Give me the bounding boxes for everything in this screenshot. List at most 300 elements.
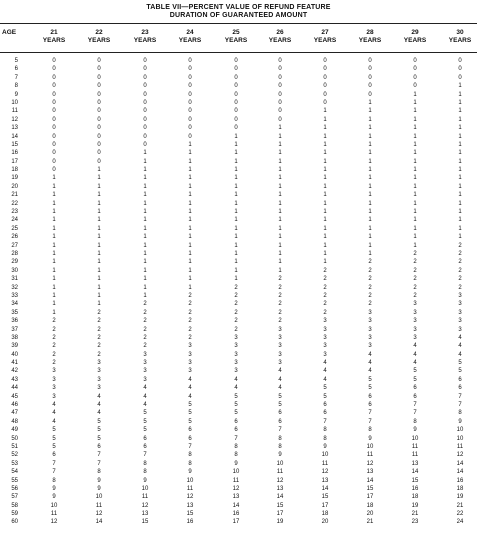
value-cell: 5 xyxy=(234,402,238,409)
value-cell: 2 xyxy=(97,334,101,341)
table-row xyxy=(0,502,477,510)
table-row xyxy=(0,99,477,107)
value-cell: 5 xyxy=(278,402,282,409)
value-cell: 3 xyxy=(52,376,56,383)
value-cell: 2 xyxy=(413,250,417,257)
value-cell: 1 xyxy=(323,192,327,199)
value-cell: 1 xyxy=(52,175,56,182)
value-cell: 2 xyxy=(52,351,56,358)
value-cell: 1 xyxy=(368,183,372,190)
value-cell: 2 xyxy=(413,267,417,274)
value-cell: 2 xyxy=(458,250,462,257)
value-cell: 1 xyxy=(323,209,327,216)
value-cell: 4 xyxy=(323,360,327,367)
value-cell: 12 xyxy=(321,469,329,476)
value-cell: 1 xyxy=(234,192,238,199)
value-cell: 1 xyxy=(278,175,282,182)
value-cell: 5 xyxy=(188,418,192,425)
table-row xyxy=(0,468,477,476)
value-cell: 1 xyxy=(143,200,147,207)
value-cell: 0 xyxy=(188,99,192,106)
column-header xyxy=(170,29,210,45)
value-cell: 4 xyxy=(458,343,462,350)
value-cell: 1 xyxy=(188,200,192,207)
value-cell: 0 xyxy=(97,108,101,115)
value-cell: 2 xyxy=(278,318,282,325)
value-cell: 0 xyxy=(97,141,101,148)
value-cell: 12 xyxy=(456,452,464,459)
value-cell: 1 xyxy=(234,259,238,266)
table-row xyxy=(0,485,477,493)
value-cell: 16 xyxy=(232,511,240,518)
value-cell: 8 xyxy=(234,452,238,459)
value-cell: 13 xyxy=(141,511,149,518)
table-row xyxy=(0,275,477,283)
value-cell: 0 xyxy=(278,99,282,106)
value-cell: 3 xyxy=(458,309,462,316)
value-cell: 1 xyxy=(278,267,282,274)
value-cell: 5 xyxy=(234,393,238,400)
value-cell: 0 xyxy=(52,83,56,90)
value-cell: 1 xyxy=(188,192,192,199)
age-cell: 53 xyxy=(11,460,18,467)
age-cell: 7 xyxy=(14,74,18,81)
value-cell: 21 xyxy=(456,502,464,509)
value-cell: 6 xyxy=(413,393,417,400)
value-cell: 1 xyxy=(323,234,327,241)
table-row xyxy=(0,267,477,275)
value-cell: 4 xyxy=(413,343,417,350)
value-cell: 1 xyxy=(188,276,192,283)
column-header-years-number: 29 xyxy=(411,29,419,36)
value-cell: 4 xyxy=(323,376,327,383)
value-cell: 15 xyxy=(321,494,329,501)
value-cell: 1 xyxy=(458,192,462,199)
age-cell: 54 xyxy=(11,469,18,476)
value-cell: 12 xyxy=(141,502,149,509)
value-cell: 1 xyxy=(97,267,101,274)
value-cell: 1 xyxy=(368,125,372,132)
value-cell: 0 xyxy=(188,133,192,140)
value-cell: 5 xyxy=(97,418,101,425)
value-cell: 16 xyxy=(186,519,194,526)
value-cell: 3 xyxy=(323,351,327,358)
value-cell: 24 xyxy=(456,519,464,526)
column-header xyxy=(216,29,256,45)
column-header-years-number: 27 xyxy=(321,29,329,36)
table-row xyxy=(0,284,477,292)
value-cell: 1 xyxy=(368,250,372,257)
value-cell: 1 xyxy=(188,284,192,291)
value-cell: 15 xyxy=(411,477,419,484)
age-cell: 32 xyxy=(11,284,18,291)
value-cell: 17 xyxy=(276,511,284,518)
value-cell: 1 xyxy=(188,183,192,190)
value-cell: 17 xyxy=(321,502,329,509)
value-cell: 5 xyxy=(458,360,462,367)
age-cell: 6 xyxy=(14,66,18,73)
value-cell: 7 xyxy=(458,402,462,409)
value-cell: 1 xyxy=(97,183,101,190)
value-cell: 1 xyxy=(234,133,238,140)
value-cell: 6 xyxy=(413,385,417,392)
value-cell: 5 xyxy=(97,435,101,442)
value-cell: 1 xyxy=(368,133,372,140)
value-cell: 1 xyxy=(52,259,56,266)
table-row xyxy=(0,460,477,468)
value-cell: 4 xyxy=(323,368,327,375)
value-cell: 1 xyxy=(413,183,417,190)
age-cell: 31 xyxy=(11,276,18,283)
value-cell: 12 xyxy=(95,511,103,518)
value-cell: 0 xyxy=(143,141,147,148)
value-cell: 1 xyxy=(143,284,147,291)
value-cell: 2 xyxy=(278,276,282,283)
value-cell: 16 xyxy=(411,485,419,492)
table-row xyxy=(0,183,477,191)
value-cell: 2 xyxy=(458,259,462,266)
value-cell: 2 xyxy=(143,343,147,350)
value-cell: 1 xyxy=(368,158,372,165)
value-cell: 2 xyxy=(368,301,372,308)
value-cell: 0 xyxy=(52,99,56,106)
value-cell: 1 xyxy=(413,116,417,123)
value-cell: 6 xyxy=(323,410,327,417)
value-cell: 0 xyxy=(143,108,147,115)
value-cell: 2 xyxy=(323,276,327,283)
value-cell: 0 xyxy=(323,83,327,90)
value-cell: 6 xyxy=(188,427,192,434)
value-cell: 1 xyxy=(234,242,238,249)
value-cell: 1 xyxy=(368,217,372,224)
value-cell: 3 xyxy=(97,376,101,383)
value-cell: 0 xyxy=(52,167,56,174)
value-cell: 5 xyxy=(458,368,462,375)
column-header xyxy=(34,29,74,45)
value-cell: 0 xyxy=(413,66,417,73)
value-cell: 3 xyxy=(234,343,238,350)
age-cell: 20 xyxy=(11,183,18,190)
value-cell: 0 xyxy=(143,91,147,98)
value-cell: 1 xyxy=(188,175,192,182)
value-cell: 0 xyxy=(323,91,327,98)
value-cell: 1 xyxy=(278,141,282,148)
value-cell: 13 xyxy=(366,469,374,476)
value-cell: 3 xyxy=(278,360,282,367)
value-cell: 0 xyxy=(97,91,101,98)
value-cell: 1 xyxy=(413,175,417,182)
value-cell: 0 xyxy=(188,74,192,81)
value-cell: 8 xyxy=(97,469,101,476)
value-cell: 3 xyxy=(234,360,238,367)
table-row xyxy=(0,149,477,157)
table-row xyxy=(0,443,477,451)
value-cell: 2 xyxy=(368,284,372,291)
value-cell: 1 xyxy=(458,200,462,207)
value-cell: 19 xyxy=(411,502,419,509)
value-cell: 14 xyxy=(232,502,240,509)
value-cell: 1 xyxy=(368,234,372,241)
value-cell: 1 xyxy=(52,183,56,190)
value-cell: 8 xyxy=(323,427,327,434)
age-cell: 29 xyxy=(11,259,18,266)
value-cell: 1 xyxy=(323,116,327,123)
value-cell: 1 xyxy=(458,150,462,157)
value-cell: 4 xyxy=(368,360,372,367)
value-cell: 1 xyxy=(368,192,372,199)
value-cell: 5 xyxy=(52,443,56,450)
value-cell: 6 xyxy=(188,435,192,442)
value-cell: 1 xyxy=(97,292,101,299)
value-cell: 4 xyxy=(188,376,192,383)
value-cell: 3 xyxy=(188,368,192,375)
value-cell: 1 xyxy=(143,150,147,157)
value-cell: 9 xyxy=(368,435,372,442)
value-cell: 1 xyxy=(188,158,192,165)
value-cell: 2 xyxy=(234,326,238,333)
value-cell: 1 xyxy=(368,175,372,182)
value-cell: 1 xyxy=(97,250,101,257)
value-cell: 2 xyxy=(234,301,238,308)
value-cell: 1 xyxy=(188,234,192,241)
age-cell: 13 xyxy=(11,125,18,132)
value-cell: 3 xyxy=(368,309,372,316)
value-cell: 1 xyxy=(278,209,282,216)
value-cell: 0 xyxy=(188,66,192,73)
value-cell: 3 xyxy=(52,393,56,400)
value-cell: 13 xyxy=(186,502,194,509)
age-cell: 12 xyxy=(11,116,18,123)
value-cell: 1 xyxy=(52,217,56,224)
value-cell: 1 xyxy=(97,225,101,232)
value-cell: 9 xyxy=(413,427,417,434)
value-cell: 4 xyxy=(52,402,56,409)
value-cell: 1 xyxy=(323,133,327,140)
age-cell: 48 xyxy=(11,418,18,425)
value-cell: 17 xyxy=(366,494,374,501)
age-cell: 46 xyxy=(11,402,18,409)
value-cell: 7 xyxy=(323,418,327,425)
value-cell: 10 xyxy=(276,460,284,467)
table-row xyxy=(0,426,477,434)
value-cell: 1 xyxy=(413,108,417,115)
value-cell: 4 xyxy=(368,351,372,358)
value-cell: 4 xyxy=(143,385,147,392)
value-cell: 1 xyxy=(413,209,417,216)
value-cell: 15 xyxy=(186,511,194,518)
value-cell: 7 xyxy=(413,410,417,417)
value-cell: 1 xyxy=(368,200,372,207)
table-row xyxy=(0,141,477,149)
value-cell: 11 xyxy=(321,460,329,467)
value-cell: 1 xyxy=(368,225,372,232)
value-cell: 10 xyxy=(456,435,464,442)
value-cell: 1 xyxy=(97,301,101,308)
table-row xyxy=(0,493,477,501)
value-cell: 2 xyxy=(413,259,417,266)
value-cell: 0 xyxy=(323,58,327,64)
age-cell: 37 xyxy=(11,326,18,333)
age-cell: 42 xyxy=(11,368,18,375)
value-cell: 1 xyxy=(413,225,417,232)
value-cell: 1 xyxy=(278,133,282,140)
value-cell: 6 xyxy=(368,393,372,400)
value-cell: 1 xyxy=(278,234,282,241)
value-cell: 2 xyxy=(278,292,282,299)
value-cell: 1 xyxy=(143,242,147,249)
value-cell: 1 xyxy=(52,267,56,274)
value-cell: 3 xyxy=(278,351,282,358)
value-cell: 1 xyxy=(458,108,462,115)
value-cell: 6 xyxy=(234,418,238,425)
value-cell: 14 xyxy=(95,519,103,526)
value-cell: 4 xyxy=(143,393,147,400)
column-header-unit: YEARS xyxy=(42,37,66,44)
value-cell: 2 xyxy=(234,318,238,325)
value-cell: 1 xyxy=(97,284,101,291)
value-cell: 0 xyxy=(234,108,238,115)
value-cell: 9 xyxy=(278,452,282,459)
value-cell: 14 xyxy=(456,460,464,467)
value-cell: 0 xyxy=(52,141,56,148)
value-cell: 7 xyxy=(97,452,101,459)
value-cell: 5 xyxy=(323,393,327,400)
age-cell: 34 xyxy=(11,301,18,308)
value-cell: 18 xyxy=(411,494,419,501)
value-cell: 9 xyxy=(234,460,238,467)
value-cell: 2 xyxy=(458,276,462,283)
value-cell: 12 xyxy=(276,477,284,484)
value-cell: 0 xyxy=(188,108,192,115)
value-cell: 0 xyxy=(368,91,372,98)
value-cell: 0 xyxy=(458,58,462,64)
value-cell: 1 xyxy=(52,276,56,283)
column-header-years-number: 22 xyxy=(95,29,103,36)
value-cell: 14 xyxy=(276,494,284,501)
value-cell: 2 xyxy=(323,301,327,308)
value-cell: 1 xyxy=(143,209,147,216)
value-cell: 7 xyxy=(368,418,372,425)
column-header-unit: YEARS xyxy=(87,37,111,44)
table-row xyxy=(0,367,477,375)
table-row xyxy=(0,200,477,208)
age-cell: 58 xyxy=(11,502,18,509)
value-cell: 0 xyxy=(278,83,282,90)
value-cell: 1 xyxy=(52,200,56,207)
value-cell: 2 xyxy=(188,334,192,341)
value-cell: 18 xyxy=(366,502,374,509)
value-cell: 1 xyxy=(143,259,147,266)
value-cell: 1 xyxy=(413,150,417,157)
value-cell: 17 xyxy=(232,519,240,526)
value-cell: 3 xyxy=(323,318,327,325)
value-cell: 1 xyxy=(323,259,327,266)
value-cell: 4 xyxy=(52,410,56,417)
value-cell: 4 xyxy=(52,418,56,425)
value-cell: 1 xyxy=(143,292,147,299)
age-cell: 19 xyxy=(11,175,18,182)
value-cell: 1 xyxy=(234,217,238,224)
age-cell: 14 xyxy=(11,133,18,140)
value-cell: 1 xyxy=(278,158,282,165)
value-cell: 0 xyxy=(97,99,101,106)
value-cell: 1 xyxy=(278,183,282,190)
value-cell: 1 xyxy=(413,99,417,106)
value-cell: 1 xyxy=(278,242,282,249)
value-cell: 2 xyxy=(234,309,238,316)
table-body xyxy=(0,57,477,527)
value-cell: 0 xyxy=(52,66,56,73)
value-cell: 0 xyxy=(97,66,101,73)
value-cell: 1 xyxy=(458,225,462,232)
value-cell: 14 xyxy=(456,469,464,476)
value-cell: 2 xyxy=(368,276,372,283)
value-cell: 0 xyxy=(143,58,147,64)
value-cell: 1 xyxy=(413,133,417,140)
value-cell: 1 xyxy=(188,209,192,216)
column-header-years-number: 28 xyxy=(366,29,374,36)
value-cell: 2 xyxy=(234,292,238,299)
column-header-years-number: 21 xyxy=(50,29,58,36)
value-cell: 1 xyxy=(413,192,417,199)
table-row xyxy=(0,376,477,384)
table-row xyxy=(0,351,477,359)
value-cell: 1 xyxy=(368,242,372,249)
value-cell: 1 xyxy=(458,133,462,140)
value-cell: 1 xyxy=(323,175,327,182)
value-cell: 9 xyxy=(323,443,327,450)
value-cell: 5 xyxy=(368,385,372,392)
value-cell: 7 xyxy=(52,460,56,467)
table-row xyxy=(0,174,477,182)
value-cell: 1 xyxy=(323,200,327,207)
value-cell: 0 xyxy=(97,58,101,64)
value-cell: 8 xyxy=(278,443,282,450)
column-header-unit: YEARS xyxy=(268,37,292,44)
value-cell: 1 xyxy=(323,167,327,174)
value-cell: 8 xyxy=(188,452,192,459)
column-header-years-number: 24 xyxy=(186,29,194,36)
value-cell: 1 xyxy=(234,141,238,148)
table-row xyxy=(0,418,477,426)
table-row xyxy=(0,208,477,216)
value-cell: 11 xyxy=(411,452,419,459)
value-cell: 0 xyxy=(97,74,101,81)
value-cell: 7 xyxy=(413,402,417,409)
value-cell: 0 xyxy=(143,83,147,90)
value-cell: 1 xyxy=(458,217,462,224)
value-cell: 2 xyxy=(188,326,192,333)
table-row xyxy=(0,393,477,401)
value-cell: 1 xyxy=(234,175,238,182)
value-cell: 1 xyxy=(278,250,282,257)
value-cell: 3 xyxy=(458,326,462,333)
value-cell: 1 xyxy=(368,108,372,115)
value-cell: 2 xyxy=(97,343,101,350)
value-cell: 3 xyxy=(413,334,417,341)
value-cell: 1 xyxy=(413,200,417,207)
column-header-unit: YEARS xyxy=(448,37,472,44)
value-cell: 11 xyxy=(186,485,194,492)
value-cell: 6 xyxy=(278,410,282,417)
value-cell: 1 xyxy=(413,91,417,98)
value-cell: 11 xyxy=(95,502,103,509)
table-row xyxy=(0,65,477,73)
value-cell: 1 xyxy=(234,209,238,216)
value-cell: 4 xyxy=(278,368,282,375)
value-cell: 5 xyxy=(323,385,327,392)
value-cell: 0 xyxy=(458,74,462,81)
